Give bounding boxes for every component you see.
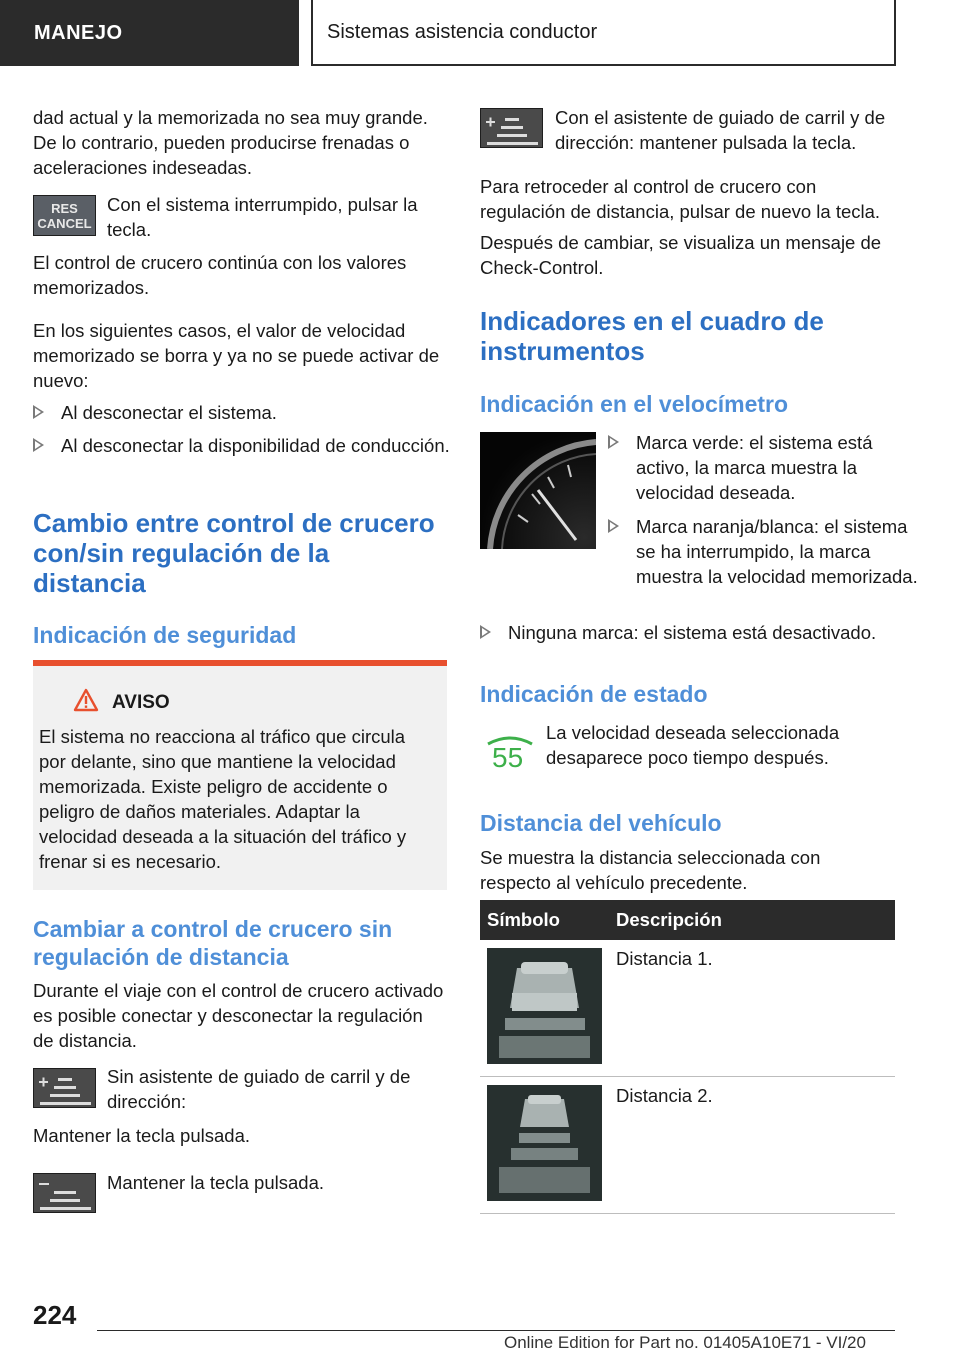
bullet-triangle-icon xyxy=(608,435,619,449)
paragraph: Mantener la tecla pulsada. xyxy=(33,1125,250,1146)
section-tab xyxy=(0,0,299,66)
table-row xyxy=(480,940,895,1077)
car-distance-2-icon xyxy=(487,1085,602,1201)
chapter-tab xyxy=(311,0,896,66)
warning-triangle-icon xyxy=(73,688,99,712)
paragraph: En los siguientes casos, el valor de velocidad memorizado se borra y ya no se puede activar de nuevo: xyxy=(33,320,440,391)
distance-table xyxy=(480,900,895,1214)
lane-guidance-button-icon xyxy=(480,108,543,148)
cancel-label: CANCEL xyxy=(37,216,92,231)
paragraph: Se muestra la distancia seleccionada con respecto al vehículo precedente. xyxy=(480,847,821,893)
subsection-heading: Cambiar a control de crucero sin regulación de distancia xyxy=(33,916,393,970)
table-row xyxy=(480,1077,895,1214)
distance-bars-icon xyxy=(34,1174,96,1213)
paragraph: Sin asistente de guiado de carril y de dirección: xyxy=(107,1066,411,1112)
status-speed-icon xyxy=(484,728,536,778)
list-item xyxy=(480,620,923,645)
lane-distance-button-icon xyxy=(33,1068,96,1108)
paragraph: La velocidad deseada seleccionada desaparece poco tiempo después. xyxy=(546,722,840,768)
table-cell-description: Distancia 2. xyxy=(609,1077,895,1214)
paragraph: Con el asistente de guiado de carril y de dirección: mantener pulsada la tecla. xyxy=(555,107,886,153)
bullet-triangle-icon xyxy=(33,438,44,452)
list-item xyxy=(608,514,926,589)
speedometer-image xyxy=(480,432,596,549)
warning-box xyxy=(33,660,447,890)
bullet-triangle-icon xyxy=(33,405,44,419)
paragraph: Después de cambiar, se visualiza un mensaje de Check-Control. xyxy=(480,232,882,278)
list-item-text: Marca naranja/blanca: el sistema se ha interrumpido, la marca muestra la velocidad memorizada. xyxy=(636,516,918,587)
lane-plus-icon xyxy=(34,1069,96,1108)
res-label: RES xyxy=(51,201,78,216)
list-item-text: Ninguna marca: el sistema está desactivado. xyxy=(508,622,877,643)
list-item xyxy=(33,433,461,458)
table-cell-description: Distancia 1. xyxy=(609,940,895,1077)
edition-text: Online Edition for Part no. 01405A10E71 - VI/20 xyxy=(504,1333,866,1352)
distance-2-icon xyxy=(487,1085,602,1201)
table-cell-symbol xyxy=(480,1077,609,1214)
list-item-text: Marca verde: el sistema está activo, la marca muestra la velocidad deseada. xyxy=(636,432,873,503)
paragraph: Con el sistema interrumpido, pulsar la tecla. xyxy=(107,194,418,240)
list-item-text: Al desconectar el sistema. xyxy=(61,402,277,423)
column-header-symbol: Símbolo xyxy=(480,900,609,940)
warning-title: AVISO xyxy=(112,692,170,713)
subsection-heading: Distancia del vehículo xyxy=(480,810,722,836)
section-title: MANEJO xyxy=(34,21,123,44)
paragraph: dad actual y la memorizada no sea muy grande. De lo contrario, pueden producirse frenadas o aceleraciones indeseadas. xyxy=(33,107,428,178)
column-header-description: Descripción xyxy=(609,900,895,940)
table-cell-symbol xyxy=(480,940,609,1077)
list-item-text: Al desconectar la disponibilidad de conducción. xyxy=(61,435,450,456)
list-item xyxy=(608,430,926,505)
footer-divider xyxy=(97,1330,895,1331)
res-cancel-button-icon xyxy=(33,195,96,236)
section-heading: Indicadores en el cuadro de instrumentos xyxy=(480,306,824,366)
car-distance-1-icon xyxy=(487,948,602,1064)
lane-plus-icon xyxy=(481,109,543,148)
subsection-heading: Indicación en el velocímetro xyxy=(480,391,789,417)
chapter-title: Sistemas asistencia conductor xyxy=(327,20,598,43)
bullet-triangle-icon xyxy=(608,519,619,533)
paragraph: Durante el viaje con el control de crucero activado es posible conectar y desconectar la regulación de distancia. xyxy=(33,980,444,1051)
subsection-heading: Indicación de estado xyxy=(480,681,708,707)
paragraph: Mantener la tecla pulsada. xyxy=(107,1172,324,1193)
paragraph: Para retroceder al control de crucero con regulación de distancia, pulsar de nuevo la tecla. xyxy=(480,176,881,222)
speedometer-icon xyxy=(480,432,596,549)
distance-1-icon xyxy=(487,948,602,1064)
paragraph: El control de crucero continúa con los valores memorizados. xyxy=(33,252,407,298)
bullet-triangle-icon xyxy=(480,625,491,639)
status-speed-value: 55 xyxy=(492,742,524,773)
table-header-row xyxy=(480,900,895,940)
distance-button-icon xyxy=(33,1173,96,1213)
subsection-heading: Indicación de seguridad xyxy=(33,622,297,648)
warning-text: El sistema no reacciona al tráfico que circula por delante, sino que mantiene la velocidad memorizada. Existe peligro de accidente o peligro de daños materiales. Adaptar la velocidad deseada a la situación del tráfico y frenar si es necesario. xyxy=(39,726,407,872)
list-item xyxy=(33,400,461,425)
page-number: 224 xyxy=(33,1300,77,1330)
section-heading: Cambio entre control de crucero con/sin regulación de la distancia xyxy=(33,508,435,598)
